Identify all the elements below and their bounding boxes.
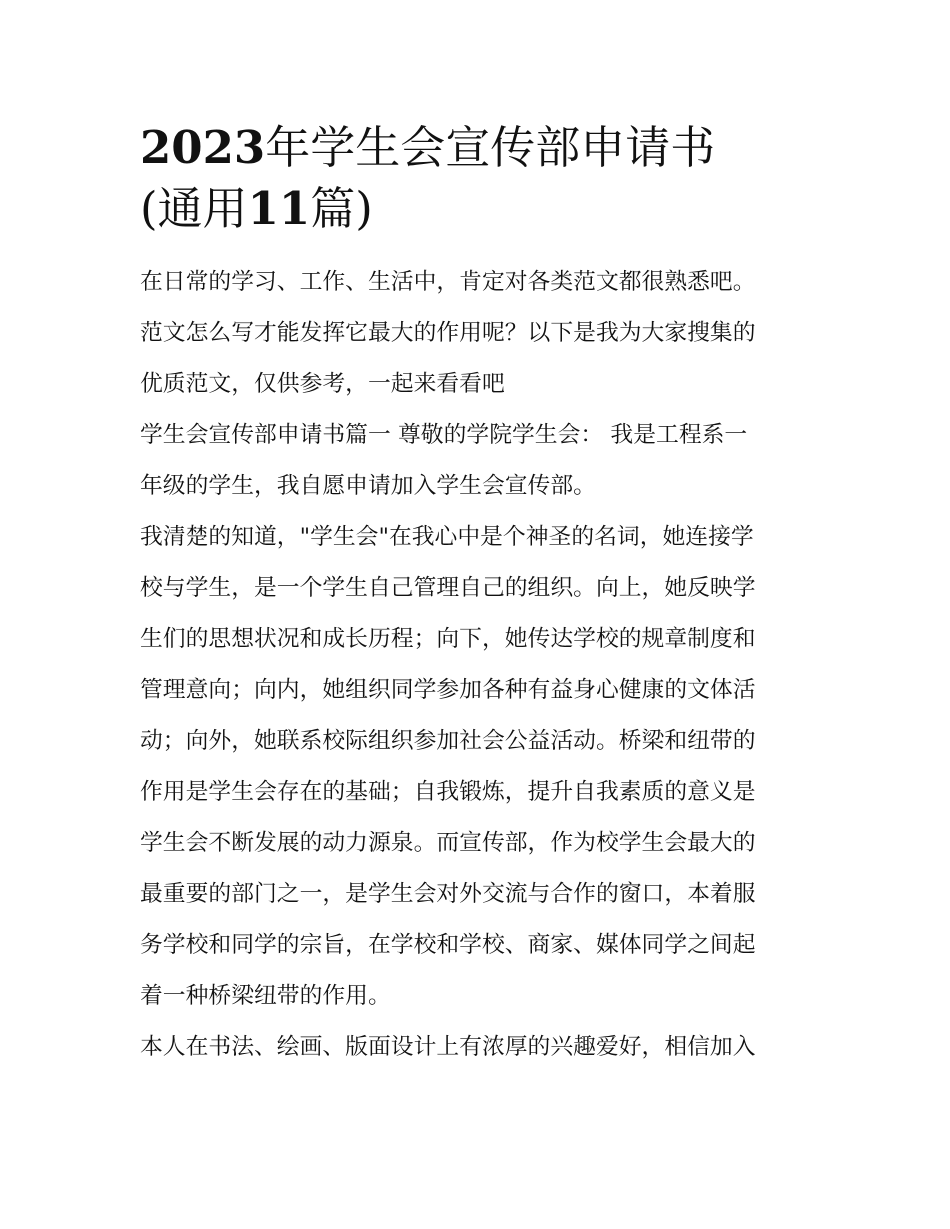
title-text-2: 篇) — [310, 182, 373, 235]
title-count: 11 — [247, 182, 311, 235]
text-line: 着一种桥梁纽带的作用。 — [140, 983, 391, 1009]
document-page — [140, 118, 812, 1073]
text-line: 优质范文，仅供参考，一起来看看吧 — [140, 371, 505, 397]
title-text-2-pre: (通用 — [140, 182, 248, 235]
text-line: 在日常的学习、工作、生活中，肯定对各类范文都很熟悉吧。 — [140, 269, 756, 295]
paragraph-hobbies — [140, 1022, 812, 1073]
title-text-1: 年学生会宣传部申请书 — [265, 121, 716, 174]
paragraph-body — [140, 512, 812, 1022]
text-line: 作用是学生会存在的基础；自我锻炼，提升自我素质的意义是 — [140, 779, 756, 805]
title-line-1 — [140, 118, 812, 178]
paragraph-intro — [140, 257, 812, 410]
text-line: 管理意向；向内，她组织同学参加各种有益身心健康的文体活 — [140, 677, 756, 703]
text-line: 学生会宣传部申请书篇一 尊敬的学院学生会： 我是工程系一 — [140, 422, 748, 448]
text-line: 本人在书法、绘画、版面设计上有浓厚的兴趣爱好，相信加入 — [140, 1034, 756, 1060]
paragraph-greeting — [140, 410, 812, 512]
title-year: 2023 — [140, 121, 266, 174]
text-line: 最重要的部门之一，是学生会对外交流与合作的窗口，本着服 — [140, 881, 756, 907]
document-body — [140, 257, 812, 1073]
text-line: 我清楚的知道，"学生会"在我心中是个神圣的名词，她连接学 — [140, 524, 754, 550]
text-line: 范文怎么写才能发挥它最大的作用呢？以下是我为大家搜集的 — [140, 320, 756, 346]
text-line: 年级的学生，我自愿申请加入学生会宣传部。 — [140, 473, 596, 499]
text-line: 动；向外，她联系校际组织参加社会公益活动。桥梁和纽带的 — [140, 728, 756, 754]
document-title — [140, 118, 812, 239]
text-line: 务学校和同学的宗旨，在学校和学校、商家、媒体同学之间起 — [140, 932, 756, 958]
text-line: 生们的思想状况和成长历程；向下，她传达学校的规章制度和 — [140, 626, 756, 652]
text-line: 学生会不断发展的动力源泉。而宣传部，作为校学生会最大的 — [140, 830, 756, 856]
title-line-2 — [140, 179, 812, 239]
text-line: 校与学生，是一个学生自己管理自己的组织。向上，她反映学 — [140, 575, 756, 601]
